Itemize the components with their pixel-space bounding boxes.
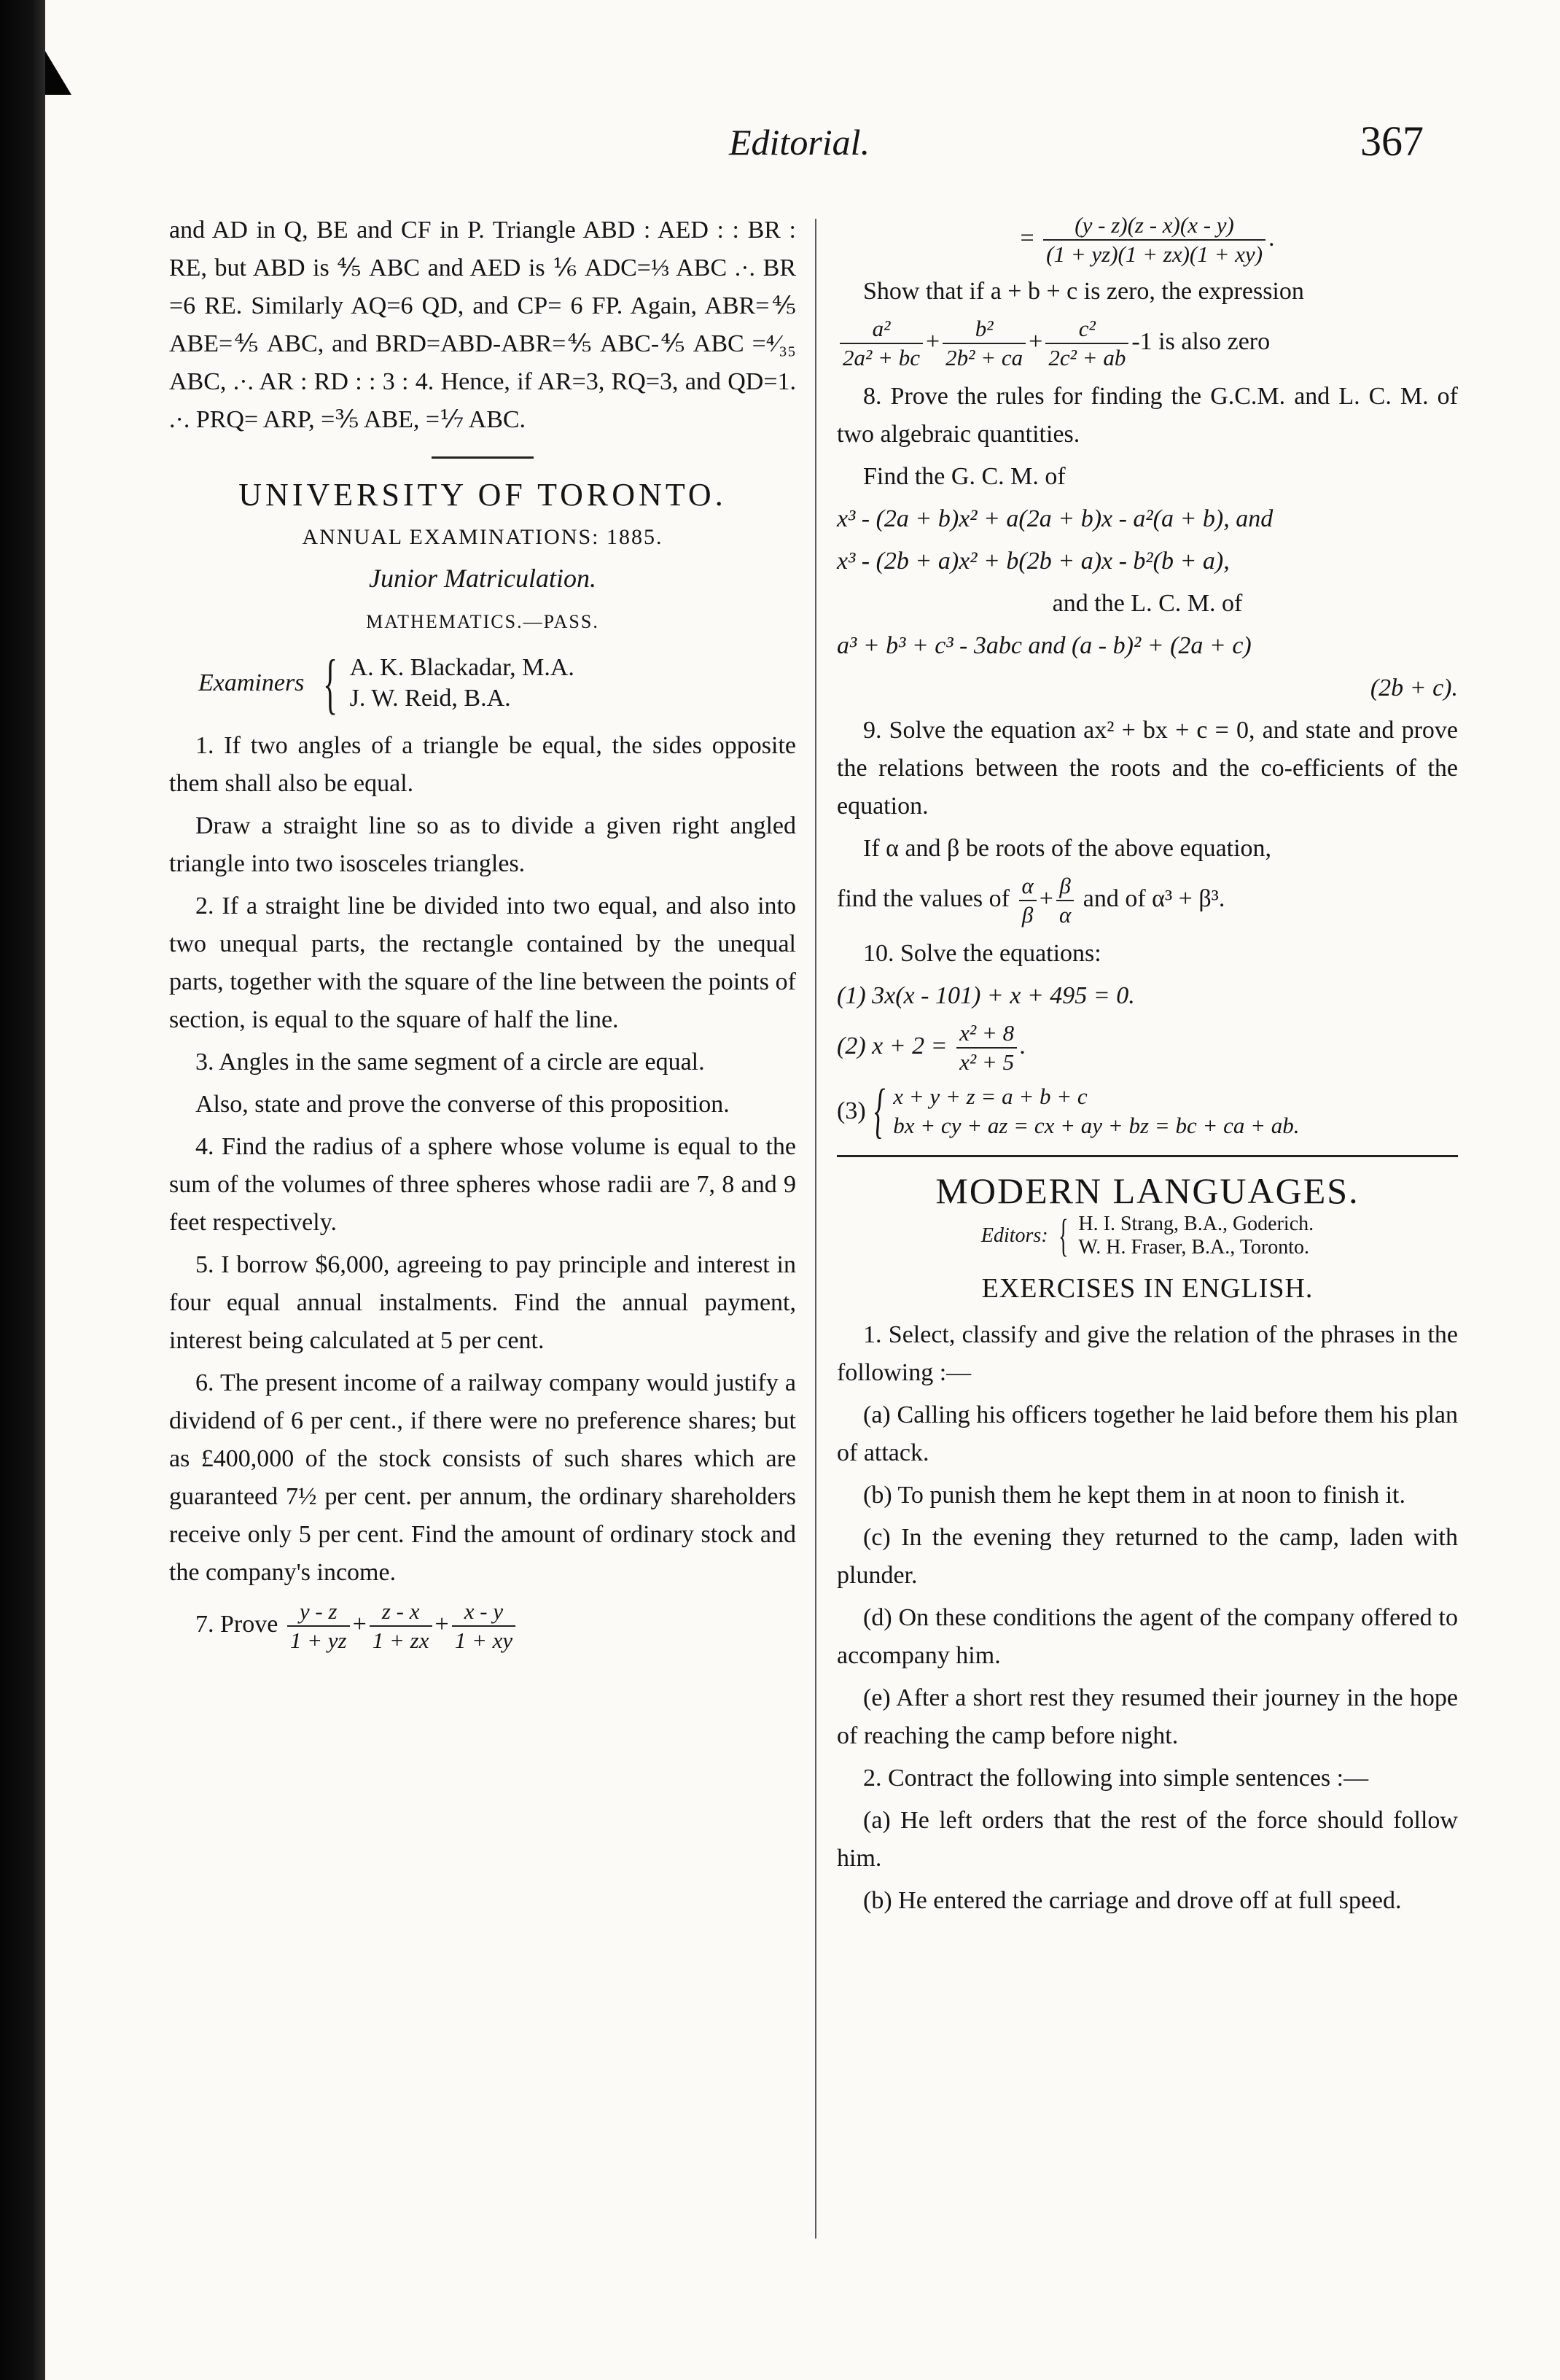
question-8-lcm-label: and the L. C. M. of <box>1052 590 1243 617</box>
period: . <box>1020 1032 1026 1059</box>
fraction <box>370 1598 432 1654</box>
section-rule <box>432 456 534 459</box>
geometry-solution-paragraph: and AD in Q, BE and CF in P. Triangle ABD : AED : : BR : RE, but ABD is ⅘ ABC and AED is ⅙ ADC=⅓ ABC .·. BR =6 RE. Similarly AQ=6 QD, and CP= 6 FP. Again, ABR=⅘ ABE=⅘ ABC, and BRD=ABD-ABR=⅘ ABC-⅘ ABC =⁴⁄₃₅ ABC, .·. AR : RD : : 3 : 4. Hence, if AR=3, RQ=3, and QD=1. .·. PRQ= ARP, =⅗ ABE, =⅐ ABC. <box>169 217 796 433</box>
show-expression: $\frac{\text{a²}}{\text{2a² + bc}}$ + $\frac{\text{b²}}{\text{2b² + ca}}$ + $\frac{\text{c²}}{\text{2c² + ab}}$ -1 is also zero <box>837 315 1458 372</box>
question-8-gcm: Find the G. C. M. of <box>863 463 1066 490</box>
exercises-in-english-heading: EXERCISES IN ENGLISH. <box>981 1273 1314 1304</box>
polynomial-line: x³ - (2b + a)x² + b(2b + a)x - b²(b + a), <box>837 548 1230 575</box>
equation-1: (1) 3x(x - 101) + x + 495 = 0. <box>837 982 1135 1009</box>
fraction <box>452 1598 515 1654</box>
system-line: bx + cy + az = cx + ay + bz = bc + ca + ab. <box>893 1113 1300 1138</box>
english-item: (c) In the evening they returned to the camp, laden with plunder. <box>837 1524 1458 1589</box>
english-item: (a) He left orders that the rest of the force should follow him. <box>837 1807 1458 1872</box>
question-9-find: find the values of $\frac{\alpha}{\beta}$ + $\frac{\beta}{\alpha}$ and of α³ + β³. <box>837 873 1225 928</box>
numerator: (y - z)(z - x)(x - y) <box>1075 212 1234 238</box>
spine-notch <box>45 51 71 95</box>
section-rule <box>837 1155 1458 1157</box>
editors-block <box>837 1213 1458 1259</box>
numerator: c² <box>1078 316 1096 341</box>
fraction <box>1043 211 1265 268</box>
editors-brace: { <box>1058 1211 1069 1261</box>
denominator: α <box>1056 900 1074 929</box>
question-10: 10. Solve the equations: <box>863 940 1101 967</box>
polynomial-line: x³ - (2a + b)x² + a(2a + b)x - a²(a + b), and <box>837 505 1274 532</box>
fraction <box>1019 872 1037 929</box>
question-7-result <box>837 211 1458 268</box>
fraction <box>1045 315 1128 372</box>
numerator: y - z <box>299 1598 338 1624</box>
question-8: 8. Prove the rules for finding the G.C.M. and L. C. M. of two algebraic quantities. <box>837 383 1458 448</box>
editors-label: Editors: <box>980 1224 1048 1247</box>
fraction <box>287 1598 350 1654</box>
university-heading: UNIVERSITY OF TORONTO. <box>238 477 727 513</box>
column-divider <box>815 219 816 2239</box>
junior-matriculation-heading: Junior Matriculation. <box>369 564 596 593</box>
lcm-expression-end: (2b + c). <box>1370 674 1458 701</box>
english-item: (b) To punish them he kept them in at noon to finish it. <box>863 1482 1405 1509</box>
equation-2-label: (2) x + 2 = <box>837 1032 948 1059</box>
book-spine-shadow <box>0 0 45 2380</box>
english-item: 2. Contract the following into simple sentences :— <box>863 1765 1369 1792</box>
numerator: b² <box>975 316 994 341</box>
denominator: 2a² + bc <box>840 343 923 372</box>
examiner-name: J. W. Reid, B.A. <box>349 685 511 712</box>
fraction <box>1056 872 1074 929</box>
denominator: 2b² + ca <box>943 343 1026 372</box>
denominator: 2c² + ab <box>1045 343 1128 372</box>
examiners-names <box>350 653 574 714</box>
denominator: 1 + yz <box>287 1625 350 1654</box>
mathematics-pass-heading: MATHEMATICS.—PASS. <box>366 611 599 632</box>
page-number: 367 <box>1360 117 1424 165</box>
left-column <box>169 211 796 1654</box>
right-column <box>837 211 1458 1924</box>
fraction <box>956 1019 1017 1076</box>
numerator: α <box>1021 873 1034 898</box>
question-4: 4. Find the radius of a sphere whose volume is equal to the sum of the volumes of three spheres whose radii are 7, 8 and 9 feet respectively. <box>169 1133 796 1236</box>
denominator: (1 + yz)(1 + zx)(1 + xy) <box>1043 239 1265 268</box>
equation-system <box>893 1082 1299 1140</box>
equation-3-label: (3) <box>837 1097 866 1124</box>
english-item: (b) He entered the carriage and drove off at full speed. <box>863 1887 1402 1914</box>
equals-sign: = <box>1020 224 1034 252</box>
numerator: x² + 8 <box>959 1020 1015 1046</box>
denominator: x² + 5 <box>956 1047 1017 1076</box>
editor-name: W. H. Fraser, B.A., Toronto. <box>1078 1236 1309 1259</box>
question-7-label: 7. Prove <box>195 1610 278 1638</box>
examiners-label: Examiners <box>198 669 305 696</box>
question-2: 2. If a straight line be divided into two equal, and also into two unequal parts, the rectangle contained by the unequal parts, together with the square of the line between the points of section, is equal to the square of half the line. <box>169 892 796 1033</box>
lcm-expression: a³ + b³ + c³ - 3abc and (a - b)² + (2a + c) <box>837 632 1252 659</box>
fraction <box>943 315 1026 372</box>
running-header-title: Editorial. <box>729 122 870 163</box>
numerator: β <box>1059 873 1071 898</box>
english-item: (e) After a short rest they resumed their journey in the hope of reaching the camp before night. <box>837 1684 1458 1749</box>
question-6: 6. The present income of a railway company would justify a dividend of 6 per cent., if there were no preference shares; but as £400,000 of the stock consists of such shares which are guaranteed 7½ per cent. per annum, the ordinary shareholders receive only 5 per cent. Find the amount of ordinary stock and the company's income. <box>169 1369 796 1586</box>
question-5: 5. I borrow $6,000, agreeing to pay principle and interest in four equal annual instalments. Find the annual payment, interest being calculated at 5 per cent. <box>169 1251 796 1354</box>
english-item: 1. Select, classify and give the relation of the phrases in the following :— <box>837 1321 1458 1386</box>
examiners-block <box>198 646 796 720</box>
question-1-part-2: Draw a straight line so as to divide a given right angled triangle into two isosceles triangles. <box>169 812 796 877</box>
expression-tail: -1 is also zero <box>1131 327 1271 355</box>
editors-names <box>1078 1213 1314 1259</box>
denominator: 1 + zx <box>370 1625 432 1654</box>
question-9: 9. Solve the equation ax² + bx + c = 0, and state and prove the relations between the roots and the co-efficients of the equation. <box>837 717 1458 820</box>
english-item: (a) Calling his officers together he laid before them his plan of attack. <box>837 1401 1458 1466</box>
examiner-name: A. K. Blackadar, M.A. <box>349 654 574 681</box>
annual-examinations-heading: ANNUAL EXAMINATIONS: 1885. <box>302 525 663 549</box>
fraction <box>840 315 923 372</box>
denominator: 1 + xy <box>452 1625 515 1654</box>
find-values-tail: and of α³ + β³. <box>1083 884 1225 912</box>
english-item: (d) On these conditions the agent of the company offered to accompany him. <box>837 1604 1458 1669</box>
editor-name: H. I. Strang, B.A., Goderich. <box>1078 1213 1314 1235</box>
question-3-part-2: Also, state and prove the converse of this proposition. <box>195 1091 730 1118</box>
denominator: β <box>1019 900 1037 929</box>
system-brace: { <box>873 1077 886 1145</box>
numerator: a² <box>872 316 891 341</box>
question-3: 3. Angles in the same segment of a circle are equal. <box>195 1049 705 1076</box>
system-line: x + y + z = a + b + c <box>893 1084 1088 1109</box>
equation-3 <box>837 1077 1458 1145</box>
find-values-label: find the values of <box>837 884 1010 912</box>
question-9-roots: If α and β be roots of the above equation, <box>863 835 1272 862</box>
numerator: z - x <box>381 1598 420 1624</box>
examiners-brace: { <box>323 646 338 720</box>
question-7: 7. Prove $\frac{y - z}{1 + yz}$ + $\frac{z - x}{1 + zx}$ + $\frac{x - y}{1 + xy}$ <box>169 1598 796 1654</box>
question-1: 1. If two angles of a triangle be equal, the sides opposite them shall also be equal. <box>169 732 796 797</box>
show-that-text: Show that if a + b + c is zero, the expression <box>863 278 1304 305</box>
numerator: x - y <box>464 1598 504 1624</box>
equation-2 <box>837 1019 1458 1076</box>
modern-languages-heading: MODERN LANGUAGES. <box>935 1170 1360 1211</box>
period: . <box>1268 224 1275 252</box>
